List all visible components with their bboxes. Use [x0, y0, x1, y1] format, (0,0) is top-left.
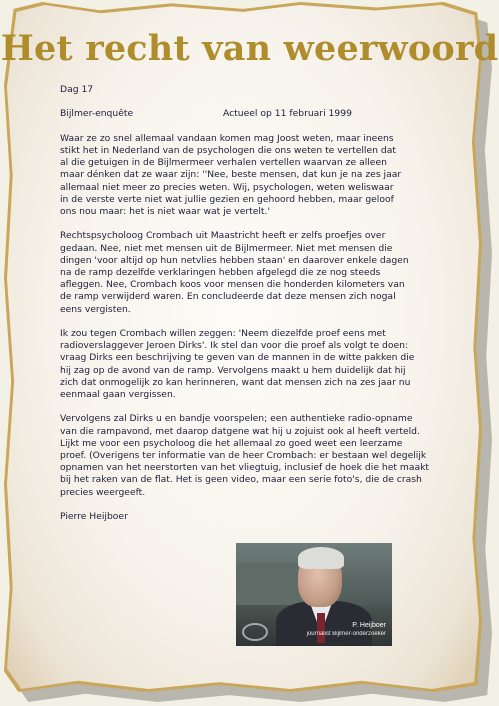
broadcaster-logo-icon	[242, 623, 268, 641]
paragraph: Ik zou tegen Crombach willen zeggen: 'Neem diezelfde proef eens met radioverslaggever Jeroen Dirks'. Ik stel dan voor die proef als volgt te doen: vraag Dirks een beschrijving te geven van de mannen in de witte pakken die hij zag op de avond van de ramp. Vervolgens maakt u hem duidelijk dat hij zich dat onmogelijk zo kan herinneren, want dat mensen zich na zes jaar nu eenmaal gaan vergissen.	[60, 327, 415, 400]
paragraph: Waar ze zo snel allemaal vandaan komen mag Joost weten, maar ineens stikt het in Nederland van de psychologen die ons weten te vertellen dat al die getuigen in de Bijlmermeer verhalen vertellen waarvan ze alleen maar dénken dat ze waar zijn: ''Nee, beste mensen, dat kun je na zes jaar allemaal niet meer zo precies weten. Wij, psychologen, weten weliswaar in de verste verte niet wat jullie gezien en gehoord hebben, maar geloof ons nou maar: het is niet waar wat je vertelt.'	[60, 132, 402, 217]
photo-caption	[307, 622, 386, 638]
meta-row	[60, 108, 440, 120]
paragraph: Rechtspsycholoog Crombach uit Maastricht heeft er zelfs proefjes over gedaan. Nee, niet met mensen uit de Bijlmermeer. Niet met mensen die dingen 'voor altijd op hun netvlies hebben staan' en daarover enkele dagen na de ramp dezelfde verklaringen hebben afgelegd die ze nog steeds afleggen. Nee, Crombach koos voor mensen die honderden kilometers van de ramp verwijderd waren. En concludeerde dat deze mensen zich nogal eens vergisten.	[60, 230, 409, 315]
photo-person-hair	[298, 547, 344, 569]
page-title: Het recht van weerwoord	[0, 28, 499, 69]
photo-caption-name: P. Heijboer	[352, 622, 386, 629]
section-label: Bijlmer-enquête	[60, 108, 134, 120]
photo-caption-role: journalist Bijlmer-onderzoeker	[306, 631, 386, 637]
article-body	[60, 84, 440, 535]
author-photo	[236, 543, 392, 646]
day-label: Dag 17	[60, 84, 94, 95]
date-label: Actueel op 11 februari 1999	[223, 108, 352, 120]
paragraph: Vervolgens zal Dirks u en bandje voorspelen; een authentieke radio-opname van die rampavond, met daarop datgene wat hij u zojuist ook al heeft verteld. Lijkt me voor een psycholoog die het allemaal zo goed weet een leerzame proef. (Overigens ter informatie van de heer Crombach: er bestaan wel degelijk opnamen van het neerstorten van het vliegtuig, inclusief de hoek die het maakt bij het raken van de flat. Het is geen video, maar een serie foto's, die de crash precies weergeeft.	[60, 413, 430, 498]
author-name: Pierre Heijboer	[60, 511, 128, 522]
